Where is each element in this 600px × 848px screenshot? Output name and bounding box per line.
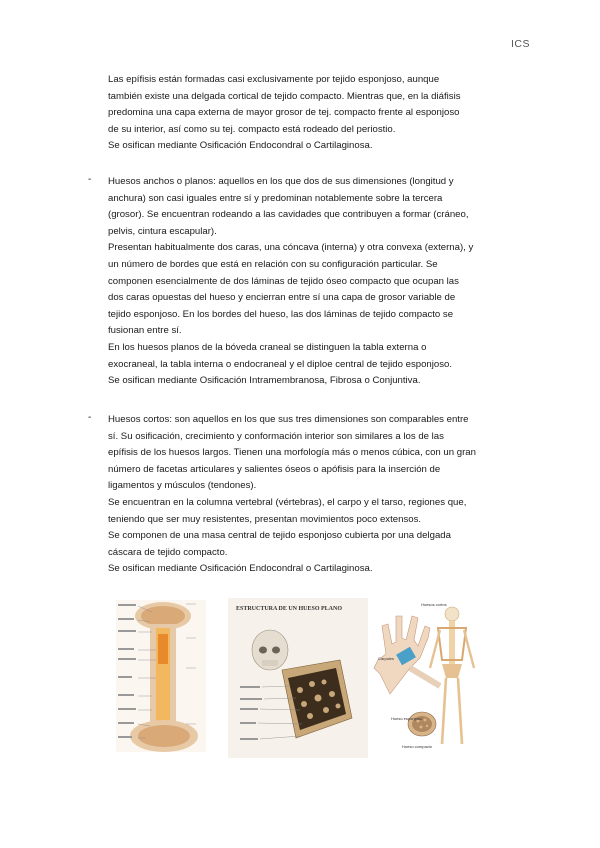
bullet-dash: - <box>88 174 92 185</box>
text-line: pelvis, cintura escapular). <box>108 225 217 237</box>
text-line: (grosor). Se encuentran rodeando a las cavidades que contribuyen a formar (cráneo, <box>108 209 469 221</box>
long-bone-illustration <box>116 600 206 752</box>
text-line: Se osifican mediante Osificación Intramembranosa, Fibrosa o Conjuntiva. <box>108 375 421 387</box>
paragraph-huesos-anchos <box>108 174 528 390</box>
figure-title: ESTRUCTURA DE UN HUESO PLANO <box>236 606 343 612</box>
document-code: ICS <box>510 38 530 50</box>
label-short-bones: Huesos cortos <box>421 602 447 607</box>
bullet-dash: - <box>88 412 92 423</box>
text-line: un número de bordes que está en relación con su configuración particular. Se <box>108 258 438 270</box>
text-line: tejido esponjoso. En los bordes del hueso, las dos láminas de tejido compacto se <box>108 308 454 320</box>
text-line: también existe una delgada cortical de tejido compacto. Mientras que, en la diáfisis <box>108 90 461 102</box>
text-line: Las epífisis están formadas casi exclusivamente por tejido esponjoso, aunque <box>108 74 440 85</box>
text-line: Huesos cortos: son aquellos en los que sus tres dimensiones son comparables entre <box>108 414 469 425</box>
flat-bone-illustration <box>228 598 368 758</box>
text-line: predomina una capa externa de mayor grosor de tej. compacto frente al esponjoso <box>108 107 460 119</box>
text-line: cáscara de tejido compacto. <box>108 546 228 558</box>
text-line: ligamentos y músculos (tendones). <box>108 480 257 492</box>
text-line: sí. Su osificación, crecimiento y conformación interior son similares a los de las <box>108 430 444 442</box>
text-line: fusionan entre sí. <box>108 325 182 337</box>
label-spongy-bone: Hueso esponjoso <box>391 716 422 721</box>
paragraph-epifisis <box>108 72 528 155</box>
label-carpals: Carpales <box>378 656 395 661</box>
paragraph-huesos-cortos <box>108 412 528 578</box>
text-line: anchura) son casi iguales entre sí y predominan notablemente sobre la tercera <box>108 192 443 204</box>
text-line: dos caras opuestas del hueso y encierran entre sí una capa de grosor variable de <box>108 292 456 304</box>
text-line: epífisis de los huesos largos. Tienen una morfología más o menos cúbica, con un gran <box>108 447 476 459</box>
text-line: Se componen de una masa central de tejido esponjoso cubierta por una delgada <box>108 530 451 542</box>
text-line: número de facetas articulares y salientes óseos o apófisis para la inserción de <box>108 463 441 475</box>
short-bones-illustration <box>374 602 474 749</box>
text-line: Se osifican mediante Osificación Endocondral o Cartilaginosa. <box>108 563 373 575</box>
text-line: exocraneal, la tabla interna o endocraneal y el diploe central de tejido esponjoso. <box>108 358 453 370</box>
text-line: Huesos anchos o planos: aquellos en los que dos de sus dimensiones (longitud y <box>108 176 454 187</box>
bone-figures <box>0 598 600 763</box>
text-line: Se encuentran en la columna vertebral (vértebras), el carpo y el tarso, regiones que, <box>108 496 467 508</box>
text-line: de su interior, así como su tej. compacto está rodeado del periostio. <box>108 123 396 135</box>
label-compact-bone: Hueso compacto <box>402 744 433 749</box>
text-line: Se osifican mediante Osificación Endocondral o Cartilaginosa. <box>108 140 373 152</box>
text-line: Presentan habitualmente dos caras, una cóncava (interna) y otra convexa (externa), y <box>108 242 474 254</box>
text-line: teniendo que ser muy resistentes, presentan movimientos poco extensos. <box>108 513 422 525</box>
text-line: En los huesos planos de la bóveda craneal se distinguen la tabla externa o <box>108 341 427 353</box>
text-line: componen esencialmente de dos láminas de tejido óseo compacto que ocupan las <box>108 275 459 287</box>
